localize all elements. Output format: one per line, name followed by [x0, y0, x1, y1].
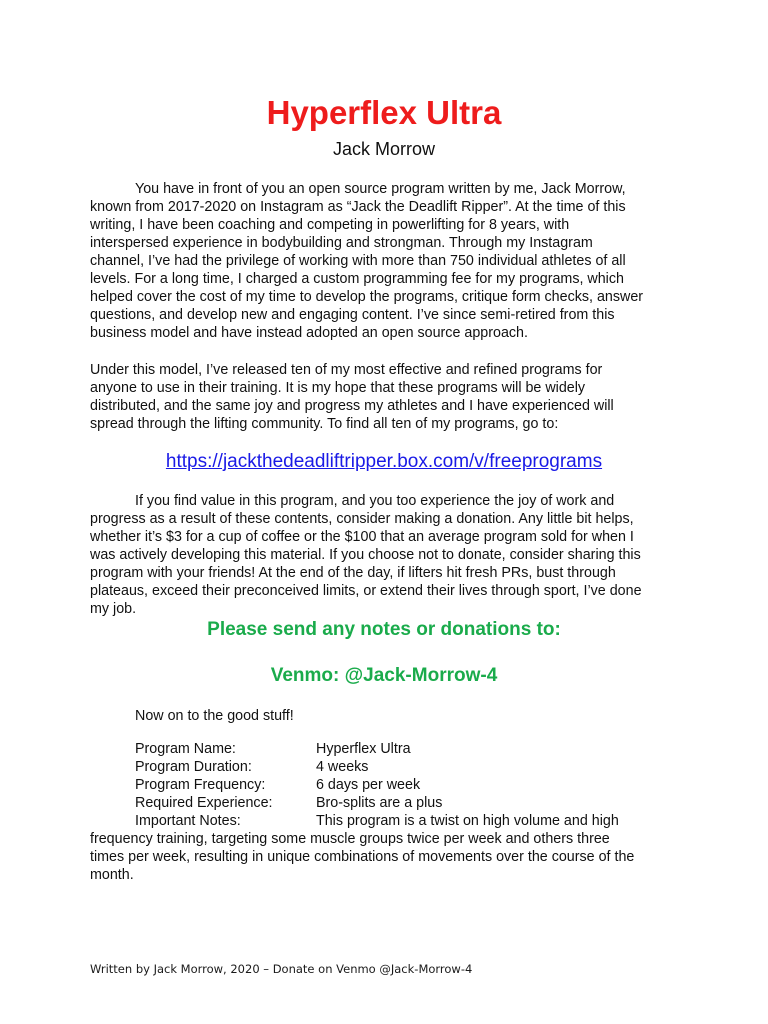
donation-heading: Please send any notes or donations to: — [207, 619, 561, 640]
detail-label: Program Duration: — [135, 759, 252, 775]
detail-value: Bro-splits are a plus — [316, 795, 443, 811]
detail-label: Program Frequency: — [135, 777, 266, 793]
document-title: Hyperflex Ultra — [266, 94, 502, 131]
text-line: spread through the lifting community. To find all ten of my programs, go to: — [90, 416, 559, 432]
text-line: known from 2017-2020 on Instagram as “Jack the Deadlift Ripper”. At the time of this — [90, 199, 626, 215]
text-line: was actively developing this material. If you choose not to donate, consider sharing this — [90, 547, 641, 563]
text-line: helped cover the cost of my time to develop the programs, critique form checks, answer — [90, 289, 644, 305]
donation-paragraph — [90, 492, 690, 618]
text-line: frequency training, targeting some muscle groups twice per week and others three — [90, 831, 610, 847]
detail-row — [135, 740, 695, 758]
programs-link-line — [0, 449, 768, 475]
intro-paragraph-1 — [90, 180, 690, 342]
text-line: writing, I have been coaching and competing in powerlifting for 8 years, with — [90, 217, 570, 233]
program-details — [135, 740, 695, 812]
text-line: Under this model, I’ve released ten of my most effective and refined programs for — [90, 362, 603, 378]
text-line: progress as a result of these contents, consider making a donation. Any little bit helps, — [90, 511, 634, 527]
text-line: my job. — [90, 601, 137, 617]
notes-label: Important Notes: — [135, 813, 241, 829]
text-line: questions, and develop new and engaging content. I’ve since semi-retired from this — [90, 307, 615, 323]
text-line: month. — [90, 867, 134, 883]
author-name: Jack Morrow — [332, 139, 435, 159]
text-line: interspersed experience in bodybuilding and strongman. Through my Instagram — [90, 235, 593, 251]
text-line: program with your friends! At the end of the day, if lifters hit fresh PRs, bust through — [90, 565, 616, 581]
text-line — [90, 812, 690, 830]
text-line: anyone to use in their training. It is my hope that these programs will be widely — [90, 380, 586, 396]
text-line: plateaus, exceed their preconceived limits, or extend their lives through sport, I’ve done — [90, 583, 642, 599]
programs-link[interactable]: https://jackthedeadliftripper.box.com/v/freeprograms — [165, 451, 603, 472]
detail-label: Required Experience: — [135, 795, 273, 811]
text-line: distributed, and the same joy and progress my athletes and I have experienced will — [90, 398, 614, 414]
detail-value: Hyperflex Ultra — [316, 741, 411, 757]
program-intro: Now on to the good stuff! — [135, 708, 294, 724]
text-line: times per week, resulting in unique combinations of movements over the course of the — [90, 849, 635, 865]
text-line: If you find value in this program, and you too experience the joy of work and — [135, 493, 615, 509]
text-line: You have in front of you an open source program written by me, Jack Morrow, — [135, 181, 626, 197]
detail-value: 6 days per week — [316, 777, 421, 793]
text-line: levels. For a long time, I charged a custom programming fee for my programs, which — [90, 271, 624, 287]
text-line: business model and have instead adopted an open source approach. — [90, 325, 528, 341]
detail-row — [135, 776, 695, 794]
text-line: channel, I’ve had the privilege of working with more than 750 individual athletes of all — [90, 253, 626, 269]
intro-paragraph-2 — [90, 361, 690, 433]
important-notes — [90, 812, 690, 884]
detail-row — [135, 794, 695, 812]
page-footer: Written by Jack Morrow, 2020 – Donate on Venmo @Jack-Morrow-4 — [90, 962, 473, 976]
venmo-handle: Venmo: @Jack-Morrow-4 — [270, 665, 498, 686]
detail-row — [135, 758, 695, 776]
detail-label: Program Name: — [135, 741, 236, 757]
notes-text: This program is a twist on high volume and high — [316, 813, 619, 829]
text-line: whether it’s $3 for a cup of coffee or the $100 that an average program sold for when I — [90, 529, 634, 545]
detail-value: 4 weeks — [316, 759, 369, 775]
